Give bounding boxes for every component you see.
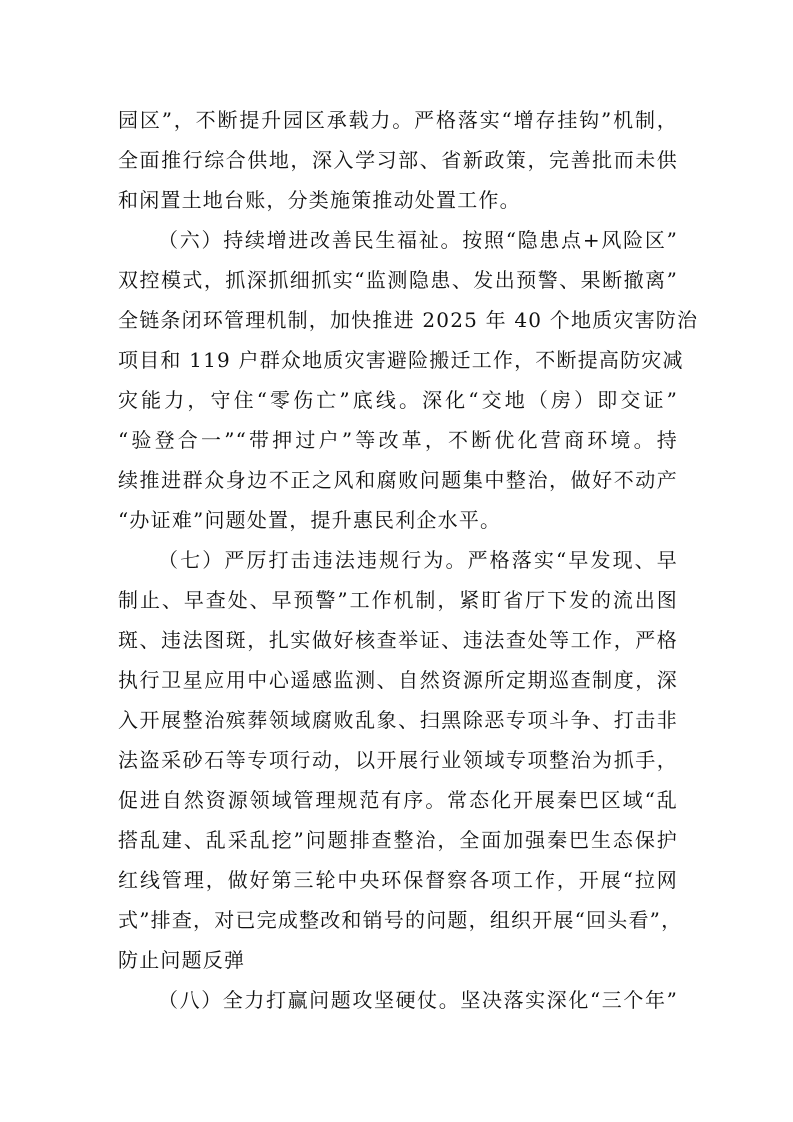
text-line: 红线管理，做好第三轮中央环保督察各项工作，开展“拉网 [118, 868, 678, 892]
text-line: 入开展整治殡葬领域腐败乱象、扫黑除恶专项斗争、打击非 [118, 708, 678, 732]
text-line: 搭乱建、乱采乱挖”问题排查整治，全面加强秦巴生态保护 [118, 828, 678, 852]
paragraph-section-8 [118, 980, 678, 1020]
text-line: 全面推行综合供地，深入学习部、省新政策，完善批而未供 [118, 148, 678, 172]
text-line: 园区”，不断提升园区承载力。严格落实“增存挂钩”机制， [118, 108, 678, 132]
text-line: （七）严厉打击违法违规行为。严格落实“早发现、早 [158, 548, 678, 572]
text-line: 续推进群众身边不正之风和腐败问题集中整治，做好不动产 [118, 468, 678, 492]
text-line: 项目和 119 户群众地质灾害避险搬迁工作，不断提高防灾减 [118, 348, 684, 372]
document-body [118, 100, 699, 1020]
text-line: 制止、早查处、早预警”工作机制，紧盯省厅下发的流出图 [118, 588, 678, 612]
text-line: 斑、违法图斑，扎实做好核查举证、违法查处等工作，严格 [118, 628, 678, 652]
text-line: 全链条闭环管理机制，加快推进 2025 年 40 个地质灾害防治 [118, 308, 699, 332]
text-line: 法盗采砂石等专项行动，以开展行业领域专项整治为抓手， [118, 748, 678, 772]
text-line: 双控模式，抓深抓细抓实“监测隐患、发出预警、果断撤离” [118, 268, 678, 292]
text-line: 防止问题反弹 [118, 948, 246, 972]
paragraph-section-7 [118, 540, 683, 980]
text-line: 执行卫星应用中心遥感监测、自然资源所定期巡查制度，深 [118, 668, 678, 692]
paragraph-land-supply [118, 100, 678, 220]
text-line: “办证难”问题处置，提升惠民利企水平。 [118, 508, 502, 532]
text-line: “验登合一”“带押过户”等改革，不断优化营商环境。持 [118, 428, 678, 452]
text-line: （六）持续增进改善民生福祉。按照“隐患点+风险区” [158, 228, 678, 252]
text-line: 灾能力，守住“零伤亡”底线。深化“交地（房）即交证” [118, 388, 678, 412]
text-line: （八）全力打赢问题攻坚硬仗。坚决落实深化“三个年” [158, 988, 678, 1012]
paragraph-section-6 [118, 220, 699, 540]
text-line: 和闲置土地台账，分类施策推动处置工作。 [118, 188, 521, 212]
text-line: 促进自然资源领域管理规范有序。常态化开展秦巴区域“乱 [118, 788, 678, 812]
text-line: 式”排查，对已完成整改和销号的问题，组织开展“回头看”， [118, 908, 683, 932]
